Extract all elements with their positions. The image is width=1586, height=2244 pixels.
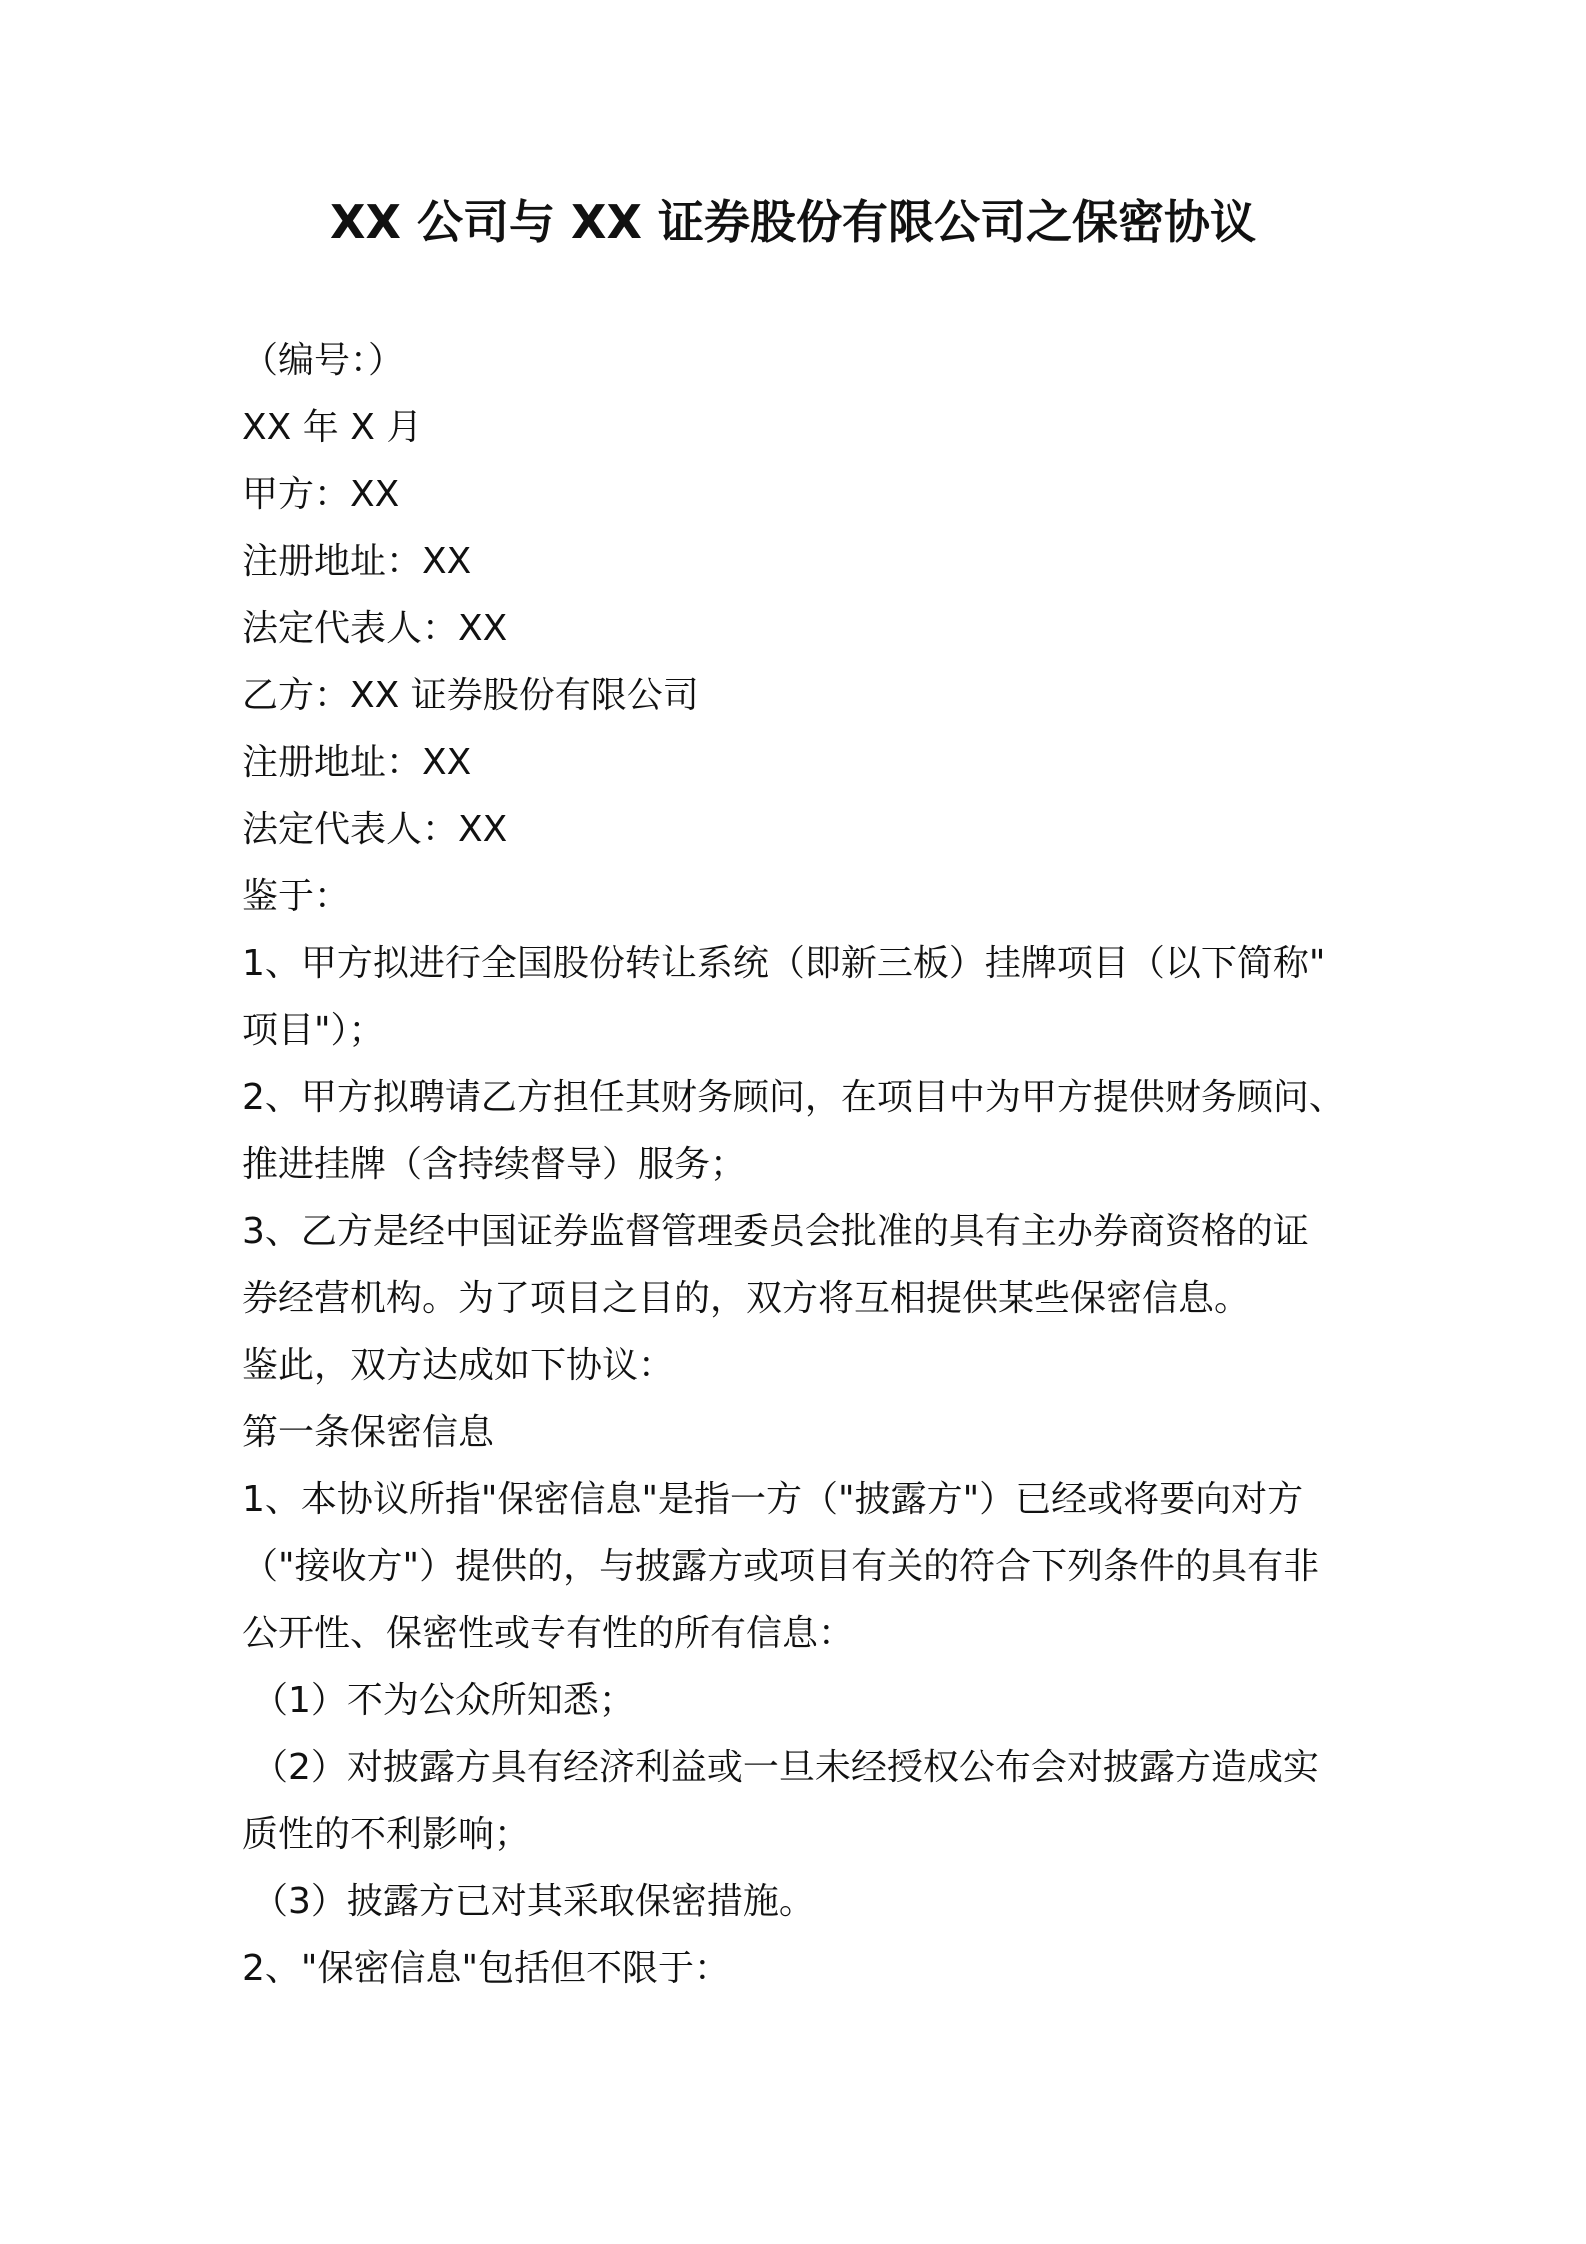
recital-3-line-1: 3、乙方是经中国证券监督管理委员会批准的具有主办券商资格的证: [242, 1211, 1309, 1252]
clause-1-line-2: （"接收方"）提供的，与披露方或项目有关的符合下列条件的具有非: [242, 1546, 1320, 1587]
recital-1-line-2: 项目"）；: [242, 1010, 385, 1051]
party-a-representative-line: 法定代表人：XX: [242, 608, 508, 649]
date-line: XX 年 X 月: [242, 407, 423, 448]
condition-3-line: （3）披露方已对其采取保密措施。: [252, 1881, 815, 1922]
recital-3-line-2: 券经营机构。为了项目之目的，双方将互相提供某些保密信息。: [242, 1278, 1251, 1319]
condition-2-line-2: 质性的不利影响；: [242, 1814, 531, 1855]
recital-2-line-2: 推进挂牌（含持续督导）服务；: [242, 1144, 747, 1185]
clause-1-line-1: 1、本协议所指"保密信息"是指一方（"披露方"）已经或将要向对方: [242, 1479, 1304, 1520]
clause-1-line-3: 公开性、保密性或专有性的所有信息：: [242, 1613, 855, 1654]
serial-number-line: （编号：）: [242, 340, 405, 381]
party-b-representative-line: 法定代表人：XX: [242, 809, 508, 850]
party-b-line: 乙方：XX 证券股份有限公司: [242, 675, 699, 716]
condition-1-line: （1）不为公众所知悉；: [252, 1680, 635, 1721]
document-title: XX 公司与 XX 证券股份有限公司之保密协议: [330, 195, 1256, 249]
document-body: [242, 327, 1364, 2002]
party-a-line: 甲方：XX: [242, 474, 400, 515]
recital-2-line-1: 2、甲方拟聘请乙方担任其财务顾问，在项目中为甲方提供财务顾问、: [242, 1077, 1345, 1118]
whereas-heading: 鉴于：: [242, 876, 351, 917]
article-1-heading: 第一条保密信息: [242, 1412, 495, 1453]
party-a-address-line: 注册地址：XX: [242, 541, 472, 582]
recital-1-line-1: 1、甲方拟进行全国股份转让系统（即新三板）挂牌项目（以下简称": [242, 943, 1326, 984]
agreement-intro-line: 鉴此，双方达成如下协议：: [242, 1345, 675, 1386]
condition-2-line-1: （2）对披露方具有经济利益或一旦未经授权公布会对披露方造成实: [252, 1747, 1319, 1788]
party-b-address-line: 注册地址：XX: [242, 742, 472, 783]
clause-2-line: 2、"保密信息"包括但不限于：: [242, 1948, 731, 1989]
